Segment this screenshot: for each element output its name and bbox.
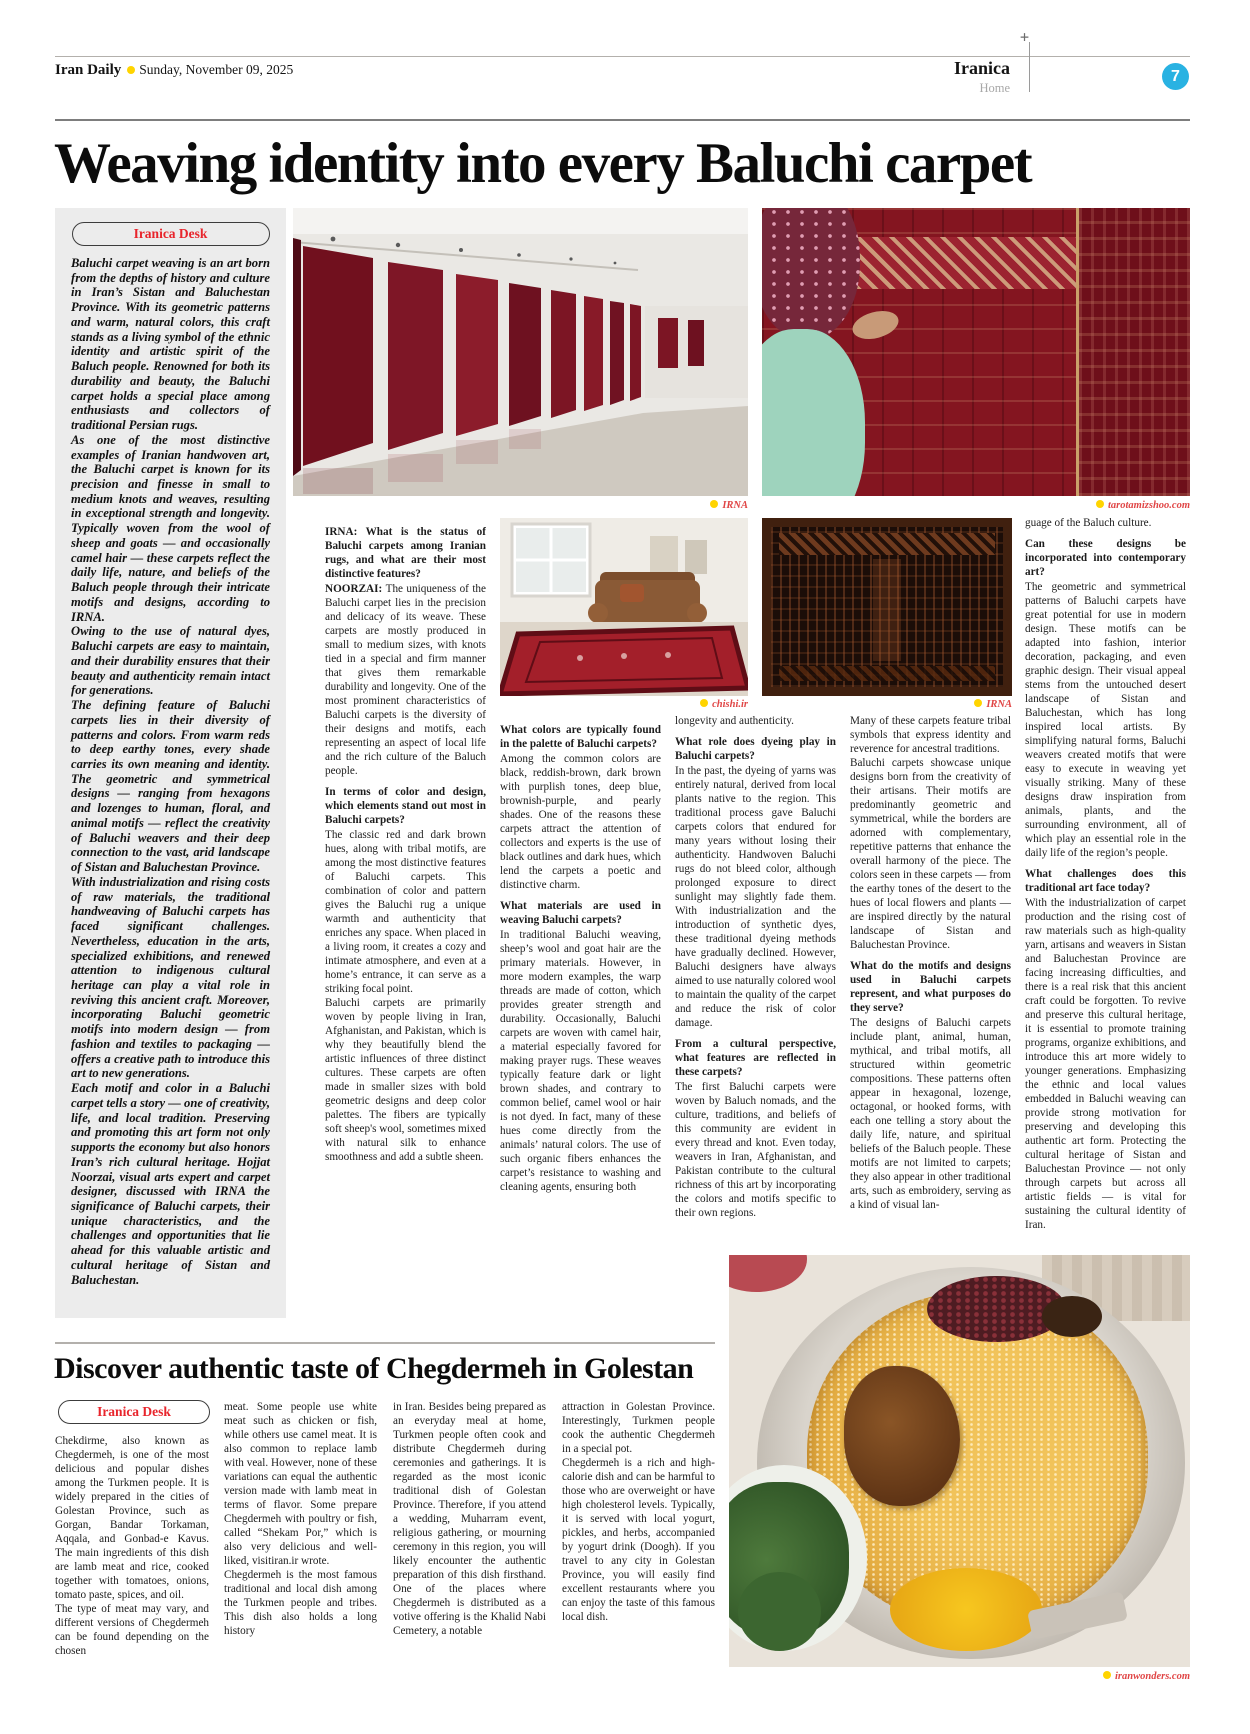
caption-source: IRNA xyxy=(986,699,1012,710)
caption-dot-icon xyxy=(700,699,708,707)
caption-rug-overhead xyxy=(762,500,1190,511)
caption-living-room xyxy=(500,699,748,710)
sidebar-paragraph: Baluchi carpet weaving is an art born from the depths of history and culture in Iran’s Sistan and Baluchestan Province. With its geometric patterns and warm, natural colors, this craft stands as a living symbol of the ethnic identity and artistic spirit of the Baluch people. Renowned for both its durability and beauty, the Baluchi carpet holds a special place among enthusiasts and collectors of traditional Persian rugs. xyxy=(71,256,270,433)
caption-source: tarotamizshoo.com xyxy=(1108,500,1190,511)
living-room-illustration xyxy=(500,518,748,696)
fresh-herbs-small xyxy=(738,1572,821,1650)
section-title: Iranica xyxy=(954,58,1010,78)
body-paragraph: The type of meat may vary, and different versions of Chegdermeh can be found depending on the chosen xyxy=(55,1603,209,1657)
article-column-5 xyxy=(850,714,1011,1259)
red-pot xyxy=(729,1255,807,1292)
page-number-badge: 7 xyxy=(1162,63,1189,90)
body-paragraph: Baluchi carpets showcase unique designs born from the creativity of their artisans. Their motifs are predominantly geometric and symmetrical, while the borders are adorned with complementary, repetitive patterns that enhance the overall harmony of the piece. The colors seen in these carpets — from the earthy tones of the desert to the hues of local flowers and plants — are inspired directly by the natural landscape of Sistan and Baluchestan Province. xyxy=(850,757,1011,951)
iranica-desk-sidebar xyxy=(55,208,286,1318)
body-paragraph: Chegdermeh is a rich and high-calorie dish and can be harmful to those who are overweight or have high cholesterol levels. Typically, it is served with local yogurt, pickles, and herbs, accompanied by yogurt drink (Doogh). If you travel to any city in Golestan Province, you will easily find excellent restaurants where you can enjoy the taste of this famous local dish. xyxy=(562,1457,715,1623)
body-paragraph: meat. Some people use white meat such as chicken or fish, while others use camel meat. It is also common to replace lamb with veal. However, none of these variations can equal the authentic version made with lamb meat in terms of flavor. Some prepare Chegdermeh with poultry or fish, called “Shekam Por,” which is also very delicious and well-liked, visitiran.ir wrote. xyxy=(224,1401,377,1567)
body-paragraph: In traditional Baluchi weaving, sheep’s wool and goat hair are the primary materials. However, in more modern examples, the warp threads are made of cotton, which provides greater strength and durability. Occasionally, Baluchi carpets are woven with camel hair, a material especially favored for making prayer rugs. These weaves typically feature dark or light brown shades, and contrary to common belief, camel wool or hair is not dyed. In fact, many of these hues come directly from the animals’ natural colors. The use of such organic fibers enhances the carpet’s resistance to washing and cleaning agents, ensuring both xyxy=(500,929,661,1193)
header-top-rule xyxy=(55,56,1190,57)
article-column-3 xyxy=(500,716,661,1338)
caption-source: chishi.ir xyxy=(712,699,748,710)
register-mark-icon: + xyxy=(1020,28,1030,46)
caption-source: IRNA xyxy=(722,500,748,511)
caption-gallery xyxy=(293,500,748,511)
rug-top-band xyxy=(779,533,995,555)
body-paragraph: The classic red and dark brown hues, along with tribal motifs, are among the most distinctive features of Baluchi carpets. This combination of color and pattern gives the Baluchi rug a unique warmth and authenticity that enriches any space. When placed in a living room, it creates a cozy and intimate atmosphere, and even at a home’s entrance, it can serve as a striking focal point. xyxy=(325,829,486,995)
sidebar-paragraph: With industrialization and rising costs of raw materials, the traditional handweaving of Baluchi carpets has faced significant challenges. Nevertheless, education in the arts, specialized exhibitions, and renewed attention to indigenous cultural heritage can play a vital role in reviving this ancient craft. Moreover, incorporating Baluchi geometric motifs into modern design — from fashion and textiles to packaging — offers a creative path to introduce this art to new generations. xyxy=(71,874,270,1081)
question-paragraph: What do the motifs and designs used in Baluchi carpets represent, and what purposes do they serve? xyxy=(850,960,1011,1014)
sidebar-paragraph: Each motif and color in a Baluchi carpet tells a story — one of creativity, life, and local tradition. Preserving and promoting this art form not only supports the economy but also honors Iran’s rich cultural heritage. Hojjat Noorzai, visual arts expert and carpet designer, discussed with IRNA the significance of Baluchi carpets, their unique characteristics, and the challenges and opportunities that lie ahead for this valuable artistic and cultural heritage of Sistan and Baluchestan. xyxy=(71,1081,270,1287)
body-paragraph: NOORZAI: The uniqueness of the Baluchi carpet lies in the precision and delicacy of its weave. These carpets are mostly produced in small to medium sizes, with knots tied in a special and firm manner that gives them remarkable durability and longevity. One of the most prominent characteristics of Baluchi carpets is the diversity of their designs and motifs, each representing an aspect of local life and the rich culture of the Baluch people. xyxy=(325,583,486,777)
lamb-meat xyxy=(844,1366,959,1506)
article-column-2 xyxy=(325,518,486,1338)
food-desk-label-pill: Iranica Desk xyxy=(58,1400,210,1424)
article-column-4 xyxy=(675,714,836,1259)
body-paragraph: longevity and authenticity. xyxy=(675,715,794,727)
body-paragraph: The geometric and symmetrical patterns of Baluchi carpets have great potential for use in modern design. These motifs can be adapted into fashion, interior decoration, packaging, and even graphic design. Their visual appeal stems from the untouched desert landscape of Sistan and Baluchestan, which has long inspired local artists. By simplifying natural forms, Baluchi weavers created motifs that were easy to execute in weaving yet visually striking. Many of these designs draw inspiration from animals, plants, and the surrounding environment, all of which play an essential role in the daily life of the region’s people. xyxy=(1025,581,1186,859)
body-paragraph: guage of the Baluch culture. xyxy=(1025,517,1152,529)
second-rug xyxy=(1076,208,1190,496)
body-paragraph: in Iran. Besides being prepared as an everyday meal at home, Turkmen people often cook and distribute Chegdermeh during ceremonies and gatherings. It is regarded as the most iconic traditional dish of Golestan Province. Therefore, if you attend a wedding, Muharram event, religious gathering, or mourning ceremony in this region, you will likely encounter the authentic preparation of this dish firsthand. One of the places where Chegdermeh is distributed as a votive offering is the Khalid Nabi Cemetery, a notable xyxy=(393,1401,546,1637)
caption-food xyxy=(729,1671,1190,1682)
article-headline: Weaving identity into every Baluchi carpet xyxy=(54,132,1032,195)
caption-dark-rug xyxy=(762,699,1012,710)
photo-carpet-gallery xyxy=(293,208,748,496)
question-paragraph: What colors are typically found in the palette of Baluchi carpets? xyxy=(500,724,661,750)
rug-bottom-band xyxy=(779,666,995,681)
photo-rug-overhead xyxy=(762,208,1190,496)
body-paragraph: Among the common colors are black, reddish-brown, dark brown with purplish tones, deep blue, brownish-purple, and pearly shades. One of the reasons these carpets attract the attention of collectors and experts is the use of black outlines and dark hues, which lend the carpets a poetic and distinctive charm. xyxy=(500,753,661,891)
question-paragraph: From a cultural perspective, what features are reflected in these carpets? xyxy=(675,1038,836,1078)
header-divider xyxy=(1029,42,1030,92)
sidebar-lede-text xyxy=(71,256,270,1287)
question-paragraph: What materials are used in weaving Baluchi carpets? xyxy=(500,900,661,926)
sidebar-paragraph: Owing to the use of natural dyes, Baluchi carpets are easy to maintain, and their durability ensures that their beauty and authenticity remain intact for generations. xyxy=(71,624,270,698)
article-column-6 xyxy=(1025,516,1186,1260)
body-paragraph: Chekdirme, also known as Chegdermeh, is one of the most delicious and popular dishes among the Turkmen people. It is widely prepared in the cities of Golestan Province, such as Gorgan, Bandar Torkaman, Aqqala, and Gonbad-e Kavus. The main ingredients of this dish are lamb meat and rice, cooked together with tomatoes, onions, tomato paste, spices, and oil. xyxy=(55,1435,209,1601)
body-paragraph: The designs of Baluchi carpets include plant, animal, human, mythical, and tribal motifs, all structured within geometric compositions. These patterns often appear in hexagonal, lozenge, octagonal, or hooked forms, with each one telling a story about the daily life, nature, and spiritual beliefs of the Baluch people. These motifs are not limited to carpets; they also appear in other traditional arts, such as embroidery, serving as a kind of visual lan- xyxy=(850,1017,1011,1211)
issue-date: Sunday, November 09, 2025 xyxy=(139,62,294,77)
food-column-2 xyxy=(224,1400,377,1712)
question-paragraph: In terms of color and design, which elements stand out most in Baluchi carpets? xyxy=(325,786,486,826)
food-column-4 xyxy=(562,1400,715,1712)
body-paragraph: Many of these carpets feature tribal symbols that express identity and reverence for ancestral traditions. xyxy=(850,715,1011,755)
body-paragraph: In the past, the dyeing of yarns was entirely natural, derived from local plants native to the region. This traditional process gave Baluchi carpets colors that endured for many years without losing their authenticity. Handwoven Baluchi rugs do not bleed color, although prolonged exposure to direct sunlight may slightly fade them. With industrialization and the introduction of synthetic dyes, these traditional dyeing methods have gradually declined. However, Baluchi designers have always aimed to use naturally colored wool to maintain the quality of the carpet and reduce the risk of color damage. xyxy=(675,765,836,1029)
caption-source: iranwonders.com xyxy=(1115,1671,1190,1682)
body-paragraph: Baluchi carpets are primarily woven by people living in Iran, Afghanistan, and Pakistan, which is why they beautifully blend the artistic influences of three distinct cultures. These carpets are often made in smaller sizes with bold geometric designs and deep color palettes. The fibers are typically soft sheep's wool, sometimes mixed with natural silk to enhance smoothness and add a subtle sheen. xyxy=(325,997,486,1163)
carpet-gallery-illustration xyxy=(293,208,748,496)
sidebar-paragraph: The defining feature of Baluchi carpets lies in their diversity of patterns and colors. From warm reds to deep earthy tones, every shade carries its own meaning and identity. The geometric and symmetrical designs — ranging from hexagons and lozenges to human, floral, and animal motifs — reflect the creativity of Baluchi weavers and their deep connection to the vast, arid landscape of Sistan and Baluchestan Province. xyxy=(71,698,270,875)
desk-label-pill: Iranica Desk xyxy=(72,222,270,246)
yellow-dot-icon xyxy=(127,66,135,74)
caption-dot-icon xyxy=(710,500,718,508)
photo-chegdermeh-dish xyxy=(729,1255,1190,1667)
body-paragraph: The first Baluchi carpets were woven by Baluch nomads, and the culture, traditions, and beliefs of this community are evident in every thread and knot. Even today, weavers in Iran, Afghanistan, and Pakistan contribute to the cultural richness of this art by incorporating the colors and motifs specific to their own regions. xyxy=(675,1081,836,1219)
caption-dot-icon xyxy=(974,699,982,707)
caption-dot-icon xyxy=(1103,1671,1111,1679)
question-paragraph: What role does dyeing play in Baluchi carpets? xyxy=(675,736,836,762)
question-paragraph: Can these designs be incorporated into contemporary art? xyxy=(1025,538,1186,578)
section-home-label[interactable]: Home xyxy=(979,81,1010,95)
paper-name: Iran Daily xyxy=(55,62,122,78)
section-divider-rule xyxy=(55,1342,715,1344)
photo-living-room xyxy=(500,518,748,696)
header-bottom-rule xyxy=(55,119,1190,121)
food-column-1 xyxy=(55,1434,209,1712)
saffron-rice xyxy=(890,1568,1042,1650)
rug-motif-band xyxy=(839,237,1079,289)
food-column-3 xyxy=(393,1400,546,1712)
caption-dot-icon xyxy=(1096,500,1104,508)
masthead xyxy=(55,62,293,79)
photo-dark-rug xyxy=(762,518,1012,696)
food-article-headline: Discover authentic taste of Chegdermeh in Golestan xyxy=(54,1352,694,1385)
body-paragraph: attraction in Golestan Province. Interestingly, Turkmen people cook the authentic Chegdermeh in a special pot. xyxy=(562,1401,715,1455)
rug-center-motif xyxy=(873,559,901,661)
body-paragraph: Chegdermeh is the most famous traditional and local dish among the Turkmen people and tribes. This dish also holds a long history xyxy=(224,1569,377,1637)
sidebar-paragraph: As one of the most distinctive examples of Iranian handwoven art, the Baluchi carpet is known for its precision and finesse in small to medium knots and weaves, resulting in exceptional strength and longevity. Typically woven from the wool of sheep and goats — and occasionally camel hair — these carpets reflect the daily life, nature, and beliefs of the Baluch people through their intricate motifs and designs, according to IRNA. xyxy=(71,432,270,624)
question-paragraph: What challenges does this traditional art face today? xyxy=(1025,868,1186,894)
question-paragraph: IRNA: What is the status of Baluchi carpets among Iranian rugs, and what are their most distinctive features? xyxy=(325,526,486,580)
body-paragraph: With the industrialization of carpet production and the rising cost of raw materials such as high-quality yarn, artisans and weavers in Sistan and Baluchestan Province are facing increasing difficulties, and there is a real risk that this ancient craft could be forgotten. To revive and preserve this cultural heritage, it is essential to promote training programs, organize exhibitions, and introduce this art more widely to younger generations. Emphasizing the ethnic and local values embedded in Baluchi weaving can provide strong motivation for preserving and developing this authentic art form. Protecting the cultural heritage of Sistan and Baluchestan Province — not only through carpets but across all artistic fields — is vital for sustaining the cultural identity of Iran. xyxy=(1025,897,1186,1231)
